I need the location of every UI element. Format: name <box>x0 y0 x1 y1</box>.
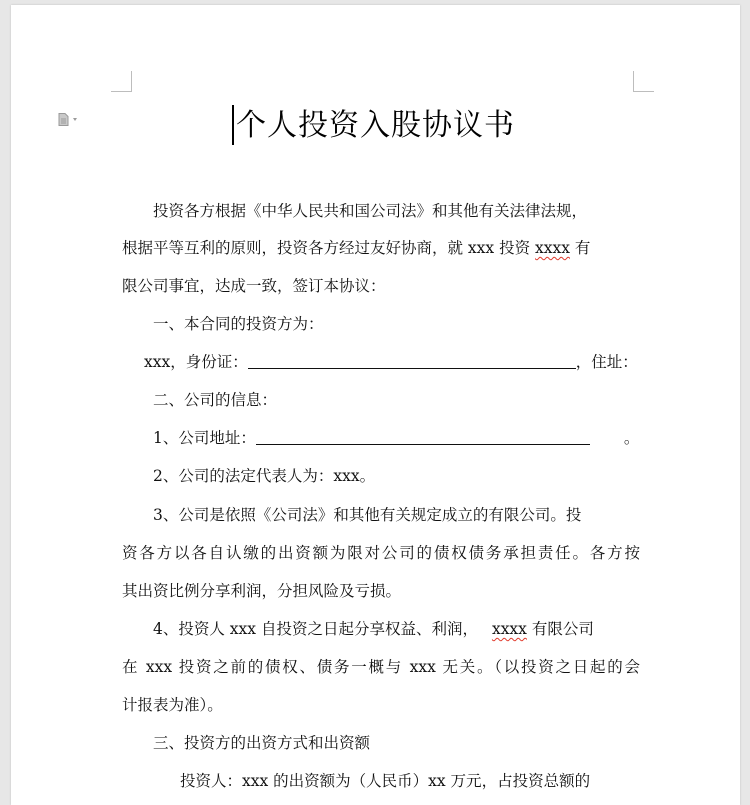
item3-line3[interactable]: 其出资比例分享利润，分担风险及亏损。 <box>122 582 402 600</box>
margin-corner-top-right <box>633 71 654 92</box>
spellcheck-word: xxxx <box>535 239 570 257</box>
item4-line1[interactable] <box>122 619 671 639</box>
para1-line3[interactable]: 限公司事宜，达成一致，签订本协议： <box>122 277 386 295</box>
margin-corner-top-left <box>111 71 132 92</box>
section3-heading[interactable]: 三、投资方的出资方式和出资额 <box>153 734 371 752</box>
para1-line1[interactable]: 投资各方根据《中华人民共和国公司法》和其他有关法律法规， <box>153 202 588 220</box>
section3-line1[interactable]: 投资人：xxx 的出资额为（人民币）xx 万元，占投资总额的 <box>180 772 591 790</box>
company-address-label: 1、公司地址： <box>153 429 256 447</box>
investor-id-line[interactable] <box>122 352 662 372</box>
address-label: ，住址： <box>575 353 638 371</box>
item3-line1[interactable]: 3、公司是依照《公司法》和其他有关规定成立的有限公司。投 <box>153 506 582 524</box>
para1-line2-end: 有 <box>569 239 591 257</box>
document-page[interactable] <box>11 5 740 805</box>
item2-line[interactable]: 2、公司的法定代表人为：xxx。 <box>153 467 376 485</box>
id-blank[interactable] <box>248 353 576 369</box>
item4-text: 4、投资人 xxx 自投资之日起分享权益、利润， <box>153 620 478 638</box>
para1-line2[interactable] <box>122 238 640 258</box>
document-title[interactable]: 个人投资入股协议书 <box>236 108 515 143</box>
para1-line2-text: 根据平等互利的原则，投资各方经过友好协商，就 xxx 投资 <box>122 239 536 257</box>
company-address-blank[interactable] <box>256 429 590 445</box>
section2-heading[interactable]: 二、公司的信息： <box>153 391 278 409</box>
item4-end: 有限公司 <box>526 620 594 638</box>
section1-heading[interactable]: 一、本合同的投资方为： <box>153 315 324 333</box>
address-end-mark: 。 <box>623 429 640 447</box>
item3-line2[interactable]: 资各方以各自认缴的出资额为限对公司的债权债务承担责任。各方按 <box>122 544 640 562</box>
spellcheck-word: xxxx <box>491 620 527 638</box>
item4-line3[interactable]: 计报表为准）。 <box>122 696 223 714</box>
id-label: xxx，身份证： <box>144 353 248 371</box>
item4-line2[interactable]: 在 xxx 投资之前的债权、债务一概与 xxx 无关。（以投资之日起的会 <box>122 658 640 676</box>
company-address-line[interactable] <box>122 428 671 448</box>
